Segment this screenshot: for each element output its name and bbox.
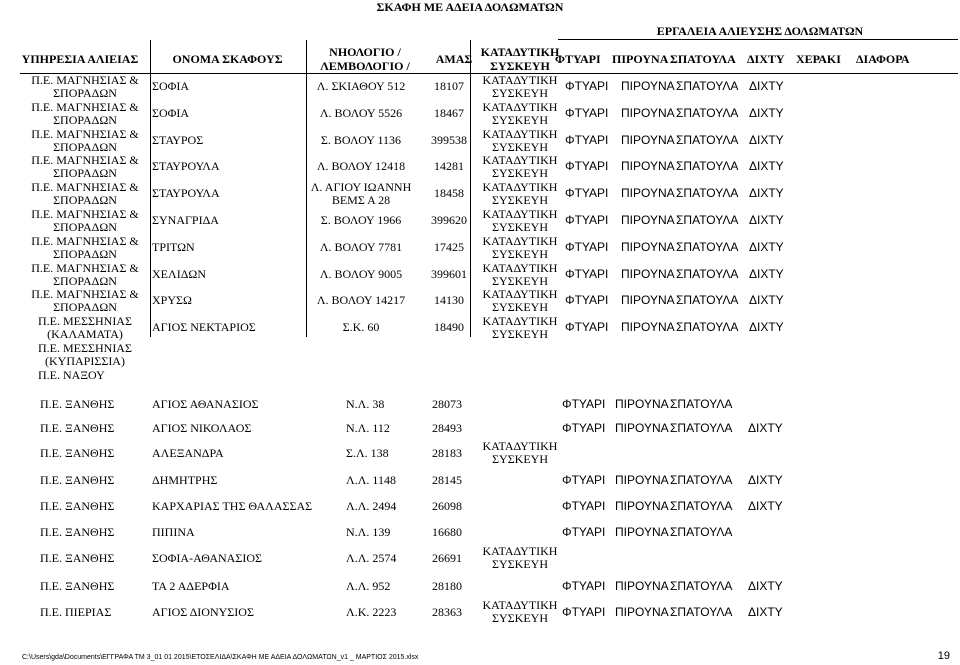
diving-device: ΚΑΤΑΔΥΤΙΚΗ — [482, 598, 558, 612]
header-cat-2: ΣΥΣΚΕΥΗ — [490, 59, 550, 73]
tool-4: ΔΙΧΤΥ — [749, 266, 784, 281]
vessel-name: ΠΙΠΙΝΑ — [152, 525, 195, 539]
tool-3: ΣΠΑΤΟΥΛΑ — [670, 525, 733, 539]
registry-number: Ν.Λ. 139 — [346, 525, 391, 539]
tool-2: ΠΙΡΟΥΝΑ — [621, 159, 675, 174]
tool-2: ΠΙΡΟΥΝΑ — [615, 397, 669, 411]
service-name: ΣΠΟΡΑΔΩΝ — [53, 139, 117, 154]
tool-3: ΣΠΑΤΟΥΛΑ — [670, 473, 733, 487]
tool-2: ΠΙΡΟΥΝΑ — [615, 473, 669, 487]
registry-number: Λ.Λ. 1148 — [346, 473, 396, 487]
vessel-name: ΣΟΦΙΑ — [152, 79, 190, 93]
service-name: ΣΠΟΡΑΔΩΝ — [53, 246, 117, 261]
tool-3: ΣΠΑΤΟΥΛΑ — [676, 159, 739, 174]
vessel-name: ΤΑ 2 ΑΔΕΡΦΙΑ — [152, 579, 230, 593]
ams-number: 28183 — [432, 446, 462, 460]
vessel-name: ΣΟΦΙΑ-ΑΘΑΝΑΣΙΟΣ — [152, 551, 262, 565]
diving-device: ΣΥΣΚΕΥΗ — [492, 112, 548, 127]
ams-number: 399601 — [431, 266, 467, 281]
header-tool-5: ΧΕΡΑΚΙ — [796, 52, 841, 66]
ams-number: 16680 — [432, 525, 462, 539]
tool-3: ΣΠΑΤΟΥΛΑ — [676, 186, 739, 201]
service-name: Π.Ε. ΞΑΝΘΗΣ — [40, 499, 115, 513]
ams-number: 18107 — [434, 79, 464, 93]
vessel-name: ΔΗΜΗΤΡΗΣ — [152, 473, 218, 487]
diving-device: ΣΥΣΚΕΥΗ — [492, 327, 548, 342]
diving-device: ΚΑΤΑΔΥΤΙΚΗ — [482, 207, 558, 221]
vessel-name: ΣΤΑΥΡΟΣ — [152, 132, 204, 147]
diving-device: ΣΥΣΚΕΥΗ — [492, 557, 548, 571]
diving-device: ΚΑΤΑΔΥΤΙΚΗ — [482, 233, 558, 248]
tool-4: ΔΙΧΤΥ — [748, 499, 783, 513]
diving-device: ΚΑΤΑΔΥΤΙΚΗ — [482, 153, 558, 168]
tool-3: ΣΠΑΤΟΥΛΑ — [676, 320, 739, 335]
vessel-name: ΣΤΑΥΡΟΥΛΑ — [152, 186, 220, 201]
tool-2: ΠΙΡΟΥΝΑ — [621, 79, 675, 93]
diving-device: ΣΥΣΚΕΥΗ — [492, 452, 548, 466]
service-name: ΣΠΟΡΑΔΩΝ — [53, 273, 117, 288]
ams-number: 399620 — [431, 213, 467, 227]
diving-device: ΣΥΣΚΕΥΗ — [492, 193, 548, 208]
service-name: ΣΠΟΡΑΔΩΝ — [53, 193, 117, 208]
vessel-name: ΑΛΕΞΑΝΔΡΑ — [152, 446, 224, 460]
tool-1: ΦΤΥΑΡΙ — [565, 159, 609, 174]
ams-number: 28493 — [432, 421, 462, 435]
diving-device: ΚΑΤΑΔΥΤΙΚΗ — [482, 99, 558, 114]
registry-number: Λ. ΑΓΙΟΥ ΙΩΑΝΝΗ — [310, 180, 412, 195]
tool-1: ΦΤΥΑΡΙ — [565, 239, 609, 254]
tool-4: ΔΙΧΤΥ — [748, 473, 783, 487]
tool-3: ΣΠΑΤΟΥΛΑ — [670, 397, 733, 411]
diving-device: ΚΑΤΑΔΥΤΙΚΗ — [482, 287, 558, 302]
diving-device: ΚΑΤΑΔΥΤΙΚΗ — [482, 180, 558, 195]
tool-2: ΠΙΡΟΥΝΑ — [621, 266, 675, 281]
diving-device: ΚΑΤΑΔΥΤΙΚΗ — [482, 73, 558, 87]
tool-1: ΦΤΥΑΡΙ — [565, 132, 609, 147]
tool-4: ΔΙΧΤΥ — [749, 239, 784, 254]
ams-number: 14281 — [434, 159, 464, 174]
tool-3: ΣΠΑΤΟΥΛΑ — [676, 132, 739, 147]
tool-1: ΦΤΥΑΡΙ — [562, 473, 606, 487]
service-name: Π.Ε. ΞΑΝΘΗΣ — [40, 525, 115, 539]
rule-vertical — [150, 40, 151, 337]
tool-2: ΠΙΡΟΥΝΑ — [615, 579, 669, 593]
tool-1: ΦΤΥΑΡΙ — [562, 605, 606, 619]
registry-number: Λ.Λ. 2494 — [346, 499, 397, 513]
diving-device: ΣΥΣΚΕΥΗ — [492, 139, 548, 154]
header-tool-6: ΔΙΑΦΟΡΑ — [856, 52, 910, 66]
ams-number: 28073 — [432, 397, 462, 411]
service-name: (ΚΥΠΑΡΙΣΣΙΑ) — [45, 354, 125, 368]
tool-2: ΠΙΡΟΥΝΑ — [621, 132, 675, 147]
footer-file-path: C:\Users\gda\Documents\ΕΓΓΡΑΦΑ ΤΜ 3_01 01 2015\ΕΤΟΣΕΛΙΔΑ\ΣΚΑΦΗ ΜΕ ΑΔΕΙΑ ΔΟΛΩΜΑΤΩΝ_v1 _ ΜΑΡΤΙΟΣ 2015.xlsx — [22, 654, 419, 661]
tool-3: ΣΠΑΤΟΥΛΑ — [670, 579, 733, 593]
service-name: Π.Ε. ΜΑΓΝΗΣΙΑΣ & — [31, 287, 139, 302]
diving-device: ΣΥΣΚΕΥΗ — [492, 86, 548, 100]
tool-2: ΠΙΡΟΥΝΑ — [621, 320, 675, 335]
service-name: Π.Ε. ΠΙΕΡΙΑΣ — [40, 605, 112, 619]
service-name: Π.Ε. ΜΕΣΣΗΝΙΑΣ — [38, 314, 132, 329]
service-name: ΣΠΟΡΑΔΩΝ — [53, 166, 117, 181]
ams-number: 18458 — [434, 186, 464, 201]
header-tool-3: ΣΠΑΤΟΥΛΑ — [670, 52, 736, 66]
tool-2: ΠΙΡΟΥΝΑ — [621, 239, 675, 254]
tool-2: ΠΙΡΟΥΝΑ — [621, 293, 675, 308]
registry-number: Σ.Κ. 60 — [342, 320, 380, 335]
vessel-name: ΑΓΙΟΣ ΝΙΚΟΛΑΟΣ — [152, 421, 252, 435]
service-name: Π.Ε. ΜΑΓΝΗΣΙΑΣ & — [31, 207, 139, 221]
rule-horizontal — [558, 39, 958, 40]
tool-3: ΣΠΑΤΟΥΛΑ — [676, 239, 739, 254]
vessel-name: ΑΓΙΟΣ ΑΘΑΝΑΣΙΟΣ — [152, 397, 259, 411]
tool-1: ΦΤΥΑΡΙ — [562, 397, 606, 411]
registry-number: Σ.Λ. 138 — [346, 446, 389, 460]
diving-device: ΣΥΣΚΕΥΗ — [492, 611, 548, 625]
registry-number: Ν.Λ. 112 — [346, 421, 390, 435]
registry-number: ΒΕΜΣ Α 28 — [331, 193, 391, 208]
tool-2: ΠΙΡΟΥΝΑ — [621, 105, 675, 120]
service-name: Π.Ε. ΞΑΝΘΗΣ — [40, 551, 115, 565]
ams-number: 18490 — [434, 320, 464, 335]
registry-number: Λ. ΒΟΛΟΥ 7781 — [319, 239, 403, 254]
service-name: Π.Ε. ΞΑΝΘΗΣ — [40, 446, 115, 460]
diving-device: ΣΥΣΚΕΥΗ — [492, 300, 548, 315]
tool-4: ΔΙΧΤΥ — [749, 213, 784, 227]
service-name: Π.Ε. ΞΑΝΘΗΣ — [40, 397, 115, 411]
tool-4: ΔΙΧΤΥ — [749, 105, 784, 120]
service-name: Π.Ε. ΜΑΓΝΗΣΙΑΣ & — [31, 126, 139, 141]
tool-4: ΔΙΧΤΥ — [748, 605, 783, 619]
service-name: Π.Ε. ΞΑΝΘΗΣ — [40, 473, 115, 487]
tool-1: ΦΤΥΑΡΙ — [562, 525, 606, 539]
diving-device: ΣΥΣΚΕΥΗ — [492, 273, 548, 288]
service-name: Π.Ε. ΜΑΓΝΗΣΙΑΣ & — [31, 260, 139, 275]
tool-4: ΔΙΧΤΥ — [749, 79, 784, 93]
header-vessel: ΟΝΟΜΑ ΣΚΑΦΟΥΣ — [172, 52, 283, 66]
diving-device: ΚΑΤΑΔΥΤΙΚΗ — [482, 314, 558, 329]
tool-1: ΦΤΥΑΡΙ — [565, 105, 609, 120]
diving-device: ΣΥΣΚΕΥΗ — [492, 166, 548, 181]
diving-device: ΚΑΤΑΔΥΤΙΚΗ — [482, 126, 558, 141]
service-name: (ΚΑΛΑΜΑΤΑ) — [47, 327, 123, 342]
service-name: Π.Ε. ΞΑΝΘΗΣ — [40, 421, 115, 435]
tool-3: ΣΠΑΤΟΥΛΑ — [670, 605, 733, 619]
diving-device: ΚΑΤΑΔΥΤΙΚΗ — [482, 439, 558, 453]
registry-number: Λ. ΒΟΛΟΥ 12418 — [316, 159, 406, 174]
tool-4: ΔΙΧΤΥ — [749, 320, 784, 335]
tool-3: ΣΠΑΤΟΥΛΑ — [676, 266, 739, 281]
registry-number: Λ.Λ. 952 — [346, 579, 391, 593]
registry-number: Λ.Κ. 2223 — [346, 605, 397, 619]
header-tool-1: ΦΤΥΑΡΙ — [555, 52, 601, 66]
page-number: 19 — [937, 650, 950, 662]
tool-4: ΔΙΧΤΥ — [749, 159, 784, 174]
tool-3: ΣΠΑΤΟΥΛΑ — [676, 79, 739, 93]
service-name: ΣΠΟΡΑΔΩΝ — [53, 300, 117, 315]
registry-number: Λ. ΒΟΛΟΥ 9005 — [319, 266, 403, 281]
registry-number: Σ. ΒΟΛΟΥ 1136 — [320, 132, 402, 147]
diving-device: ΣΥΣΚΕΥΗ — [492, 220, 548, 234]
service-naxos: Π.Ε. ΝΑΞΟΥ — [38, 368, 105, 382]
tool-1: ΦΤΥΑΡΙ — [565, 266, 609, 281]
ams-number: 26691 — [432, 551, 462, 565]
tool-2: ΠΙΡΟΥΝΑ — [615, 421, 669, 435]
ams-number: 28363 — [432, 605, 462, 619]
vessel-name: ΣΟΦΙΑ — [152, 105, 190, 120]
diving-device: ΚΑΤΑΔΥΤΙΚΗ — [482, 260, 558, 275]
tool-2: ΠΙΡΟΥΝΑ — [621, 213, 675, 227]
tool-1: ΦΤΥΑΡΙ — [565, 293, 609, 308]
vessel-name: ΧΕΛΙΔΩΝ — [152, 266, 206, 281]
vessel-name: ΣΤΑΥΡΟΥΛΑ — [152, 159, 220, 174]
tool-1: ΦΤΥΑΡΙ — [562, 499, 606, 513]
header-service: ΥΠΗΡΕΣΙΑ ΑΛΙΕΙΑΣ — [21, 52, 139, 66]
tool-4: ΔΙΧΤΥ — [748, 421, 783, 435]
tool-4: ΔΙΧΤΥ — [748, 579, 783, 593]
vessel-name: ΣΥΝΑΓΡΙΔΑ — [152, 213, 219, 227]
header-port-1: ΝΗΟΛΟΓΙΟ / — [329, 45, 401, 59]
registry-number: Λ. ΒΟΛΟΥ 5526 — [319, 105, 403, 120]
tool-3: ΣΠΑΤΟΥΛΑ — [670, 421, 733, 435]
header-cat-1: ΚΑΤΑΔΥΤΙΚΗ — [480, 45, 560, 59]
registry-number: Σ. ΒΟΛΟΥ 1966 — [320, 213, 402, 227]
vessel-name: ΑΓΙΟΣ ΔΙΟΝΥΣΙΟΣ — [152, 605, 254, 619]
tool-4: ΔΙΧΤΥ — [749, 186, 784, 201]
ams-number: 28145 — [432, 473, 462, 487]
tool-4: ΔΙΧΤΥ — [749, 293, 784, 308]
registry-number: Λ. ΒΟΛΟΥ 14217 — [316, 293, 406, 308]
ams-number: 18467 — [434, 105, 464, 120]
registry-number: Λ.Λ. 2574 — [346, 551, 397, 565]
service-name: Π.Ε. ΜΑΓΝΗΣΙΑΣ & — [31, 233, 139, 248]
service-name: Π.Ε. ΜΑΓΝΗΣΙΑΣ & — [31, 153, 139, 168]
header-port-2: ΛΕΜΒΟΛΟΓΙΟ / — [320, 59, 410, 73]
ams-number: 28180 — [432, 579, 462, 593]
tool-4: ΔΙΧΤΥ — [749, 132, 784, 147]
service-name: Π.Ε. ΜΕΣΣΗΝΙΑΣ — [38, 341, 132, 355]
ams-number: 26098 — [432, 499, 462, 513]
service-name: Π.Ε. ΜΑΓΝΗΣΙΑΣ & — [31, 99, 139, 114]
tool-2: ΠΙΡΟΥΝΑ — [615, 525, 669, 539]
tool-3: ΣΠΑΤΟΥΛΑ — [676, 213, 739, 227]
vessel-name: ΤΡΙΤΩΝ — [152, 239, 195, 254]
tool-2: ΠΙΡΟΥΝΑ — [615, 499, 669, 513]
page-title: ΣΚΑΦΗ ΜΕ ΑΔΕΙΑ ΔΟΛΩΜΑΤΩΝ — [376, 0, 564, 14]
tool-1: ΦΤΥΑΡΙ — [565, 320, 609, 335]
vessel-name: ΧΡΥΣΩ — [152, 293, 192, 308]
tools-group-title: ΕΡΓΑΛΕΙΑ ΑΛΙΕΥΣΗΣ ΔΟΛΩΜΑΤΩΝ — [656, 24, 864, 38]
service-name: ΣΠΟΡΑΔΩΝ — [53, 112, 117, 127]
tool-1: ΦΤΥΑΡΙ — [565, 186, 609, 201]
diving-device: ΣΥΣΚΕΥΗ — [492, 246, 548, 261]
tool-3: ΣΠΑΤΟΥΛΑ — [676, 293, 739, 308]
header-tool-2: ΠΙΡΟΥΝΑ — [612, 52, 669, 66]
ams-number: 17425 — [434, 239, 464, 254]
service-name: ΣΠΟΡΑΔΩΝ — [53, 220, 117, 234]
registry-number: Ν.Λ. 38 — [346, 397, 385, 411]
service-name: Π.Ε. ΞΑΝΘΗΣ — [40, 579, 115, 593]
tool-2: ΠΙΡΟΥΝΑ — [621, 186, 675, 201]
header-ams: ΑΜΑΣ — [435, 52, 473, 66]
tool-1: ΦΤΥΑΡΙ — [562, 421, 606, 435]
vessel-name: ΑΓΙΟΣ ΝΕΚΤΑΡΙΟΣ — [152, 320, 256, 335]
tool-1: ΦΤΥΑΡΙ — [562, 579, 606, 593]
tool-2: ΠΙΡΟΥΝΑ — [615, 605, 669, 619]
ams-number: 14130 — [434, 293, 464, 308]
service-name: Π.Ε. ΜΑΓΝΗΣΙΑΣ & — [31, 73, 139, 87]
tool-1: ΦΤΥΑΡΙ — [565, 79, 609, 93]
tool-3: ΣΠΑΤΟΥΛΑ — [670, 499, 733, 513]
ams-number: 399538 — [431, 132, 467, 147]
header-tool-4: ΔΙΧΤΥ — [747, 52, 785, 66]
vessel-name: ΚΑΡΧΑΡΙΑΣ ΤΗΣ ΘΑΛΑΣΣΑΣ — [152, 499, 313, 513]
tool-3: ΣΠΑΤΟΥΛΑ — [676, 105, 739, 120]
service-name: Π.Ε. ΜΑΓΝΗΣΙΑΣ & — [31, 180, 139, 195]
diving-device: ΚΑΤΑΔΥΤΙΚΗ — [482, 544, 558, 558]
tool-1: ΦΤΥΑΡΙ — [565, 213, 609, 227]
registry-number: Λ. ΣΚΙΑΘΟΥ 512 — [316, 79, 406, 93]
service-name: ΣΠΟΡΑΔΩΝ — [53, 86, 117, 100]
